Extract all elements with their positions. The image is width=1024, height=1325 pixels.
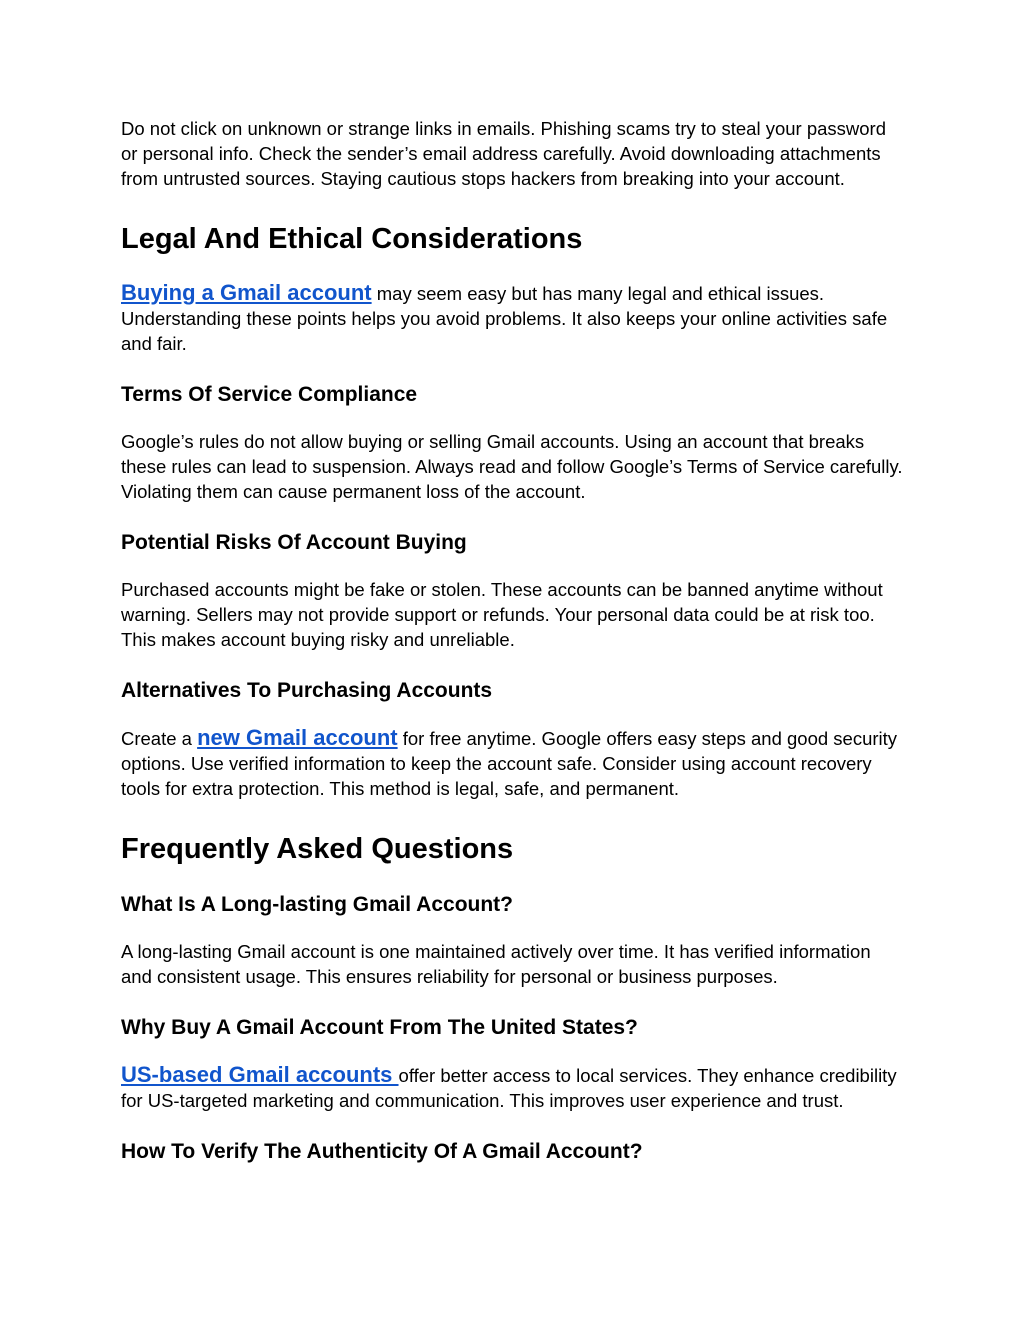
subsection-heading: Terms Of Service Compliance bbox=[121, 383, 418, 406]
text-run: Google’s rules do not allow buying or selling Gmail accounts. Using an account that breaks these rules can lead to suspension. Always read and follow Google’s Terms of Service carefully. Violating them can cause permanent loss of the account. bbox=[121, 431, 903, 502]
paragraph bbox=[121, 280, 903, 356]
text-run: A long-lasting Gmail account is one maintained actively over time. It has verified information and consistent usage. This ensures reliability for personal or business purposes. bbox=[121, 941, 871, 987]
paragraph bbox=[121, 116, 903, 191]
text-run: Create a bbox=[121, 728, 198, 749]
text-run: may seem easy but has many legal and ethical issues. Understanding these points helps you avoid problems. It also keeps your online activities safe and fair. bbox=[121, 283, 888, 354]
paragraph bbox=[121, 939, 903, 989]
section-heading: Legal And Ethical Considerations bbox=[121, 223, 583, 255]
subsection-heading: How To Verify The Authenticity Of A Gmail Account? bbox=[121, 1140, 643, 1163]
text-run: offer better access to local services. They enhance credibility for US-targeted marketing and communication. This improves user experience and trust. bbox=[121, 1065, 897, 1111]
paragraph bbox=[121, 725, 903, 801]
inline-link[interactable]: new Gmail account bbox=[197, 725, 398, 750]
text-run: Purchased accounts might be fake or stolen. These accounts can be banned anytime without warning. Sellers may not provide support or refunds. Your personal data could be at risk too. This makes account buying risky and unreliable. bbox=[121, 579, 883, 650]
text-run: Do not click on unknown or strange links in emails. Phishing scams try to steal your password or personal info. Check the sender’s email address carefully. Avoid downloading attachments from untrusted sources. Staying cautious stops hackers from breaking into your account. bbox=[121, 118, 887, 189]
paragraph bbox=[121, 429, 903, 504]
paragraph bbox=[121, 577, 903, 652]
inline-link[interactable]: US-based Gmail accounts bbox=[121, 1062, 399, 1087]
inline-link[interactable]: Buying a Gmail account bbox=[121, 280, 372, 305]
text-run: for free anytime. Google offers easy steps and good security options. Use verified information to keep the account safe. Consider using account recovery tools for extra protection. This method is legal, safe, and permanent. bbox=[121, 728, 898, 799]
subsection-heading: Why Buy A Gmail Account From The United States? bbox=[121, 1016, 638, 1039]
subsection-heading: Potential Risks Of Account Buying bbox=[121, 531, 467, 554]
section-heading: Frequently Asked Questions bbox=[121, 833, 514, 865]
subsection-heading: Alternatives To Purchasing Accounts bbox=[121, 679, 493, 702]
paragraph bbox=[121, 1062, 903, 1113]
subsection-heading: What Is A Long-lasting Gmail Account? bbox=[121, 893, 513, 916]
